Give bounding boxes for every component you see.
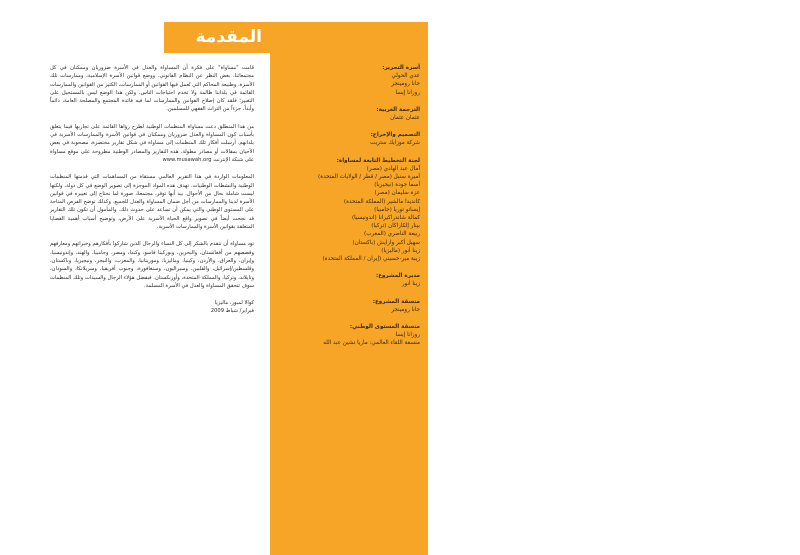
credits-section [276,131,420,147]
paragraph-3: المعلومات الواردة في هذا التقرير العالمي مستقاة من المساهمات التي قدمتها المنظمات الوطنية والنشطات الوطنيات. تهدف هذه المواد الموجزة إلى تصوير الوضع في كل دولة، ولكنها ليست شاملة بحال من الأحوال. بيد أنها توفر، مجتمعةً، صورة لما نحتاج إلى تغييره في قوانين الأسرة لدينا والممارسات من أجل ضمان المساواة والعدل للجميع. وكذلك توضح الفرص المتاحة على المستوى الوطني والتي يمكن أن تساعد على حدوث ذلك. والمأمول أن تكون تلك التقارير قد نجحت أيضاً في تصوير واقع الحياة الأسرية على الأرض، وتوضيح أسباب أهمية القضايا المتعلقة بقوانين الأسرة والممارسات الأسرية. [50,174,254,231]
credits-name: جانا رومينجر [391,81,420,88]
credits-name: آمال عبد الهادي (مصر) [366,165,420,172]
credits-heading: مديرة المشروع: [376,273,420,280]
credits-name: بينار إلكاراكان (تركيا) [371,223,420,230]
credits-name: عدي الحولي [391,73,420,80]
credits-section [276,157,420,264]
credits-heading: منسقة المستوى الوطني: [349,324,420,331]
page-title: المقدمة [195,27,262,47]
credits-section [276,272,420,288]
credits-name: سهيل أكبر وارايش (باكستان) [352,239,420,246]
credits-name: أسما جودة (نيجيريا) [374,182,420,189]
credits-section [276,106,420,122]
credits-name: أميرة سنبل (مصر / قطر / الولايات المتحدة) [318,174,420,181]
credits-heading: أسرة التحرير: [382,65,420,71]
credits-name: شركة موزايك ستريت [370,140,420,147]
credits-list [276,64,420,357]
credits-name: روزانا إيسا [395,332,420,339]
credits-name: زيبة مير-حسيني (إيران / المملكة المتحدة) [322,256,420,263]
credits-name: إيساتو توريا (جامبيا) [374,206,420,213]
credits-heading: لجنة التخطيط التابعة لمساواة: [336,157,420,164]
credits-heading: التصميم والإخراج: [370,132,420,139]
introduction-body [50,64,254,316]
paragraph-2: من هذا المنطلق دعت مساواة المنظمات الوطنية لطرح رؤاها القائمة على تجاربها فيما يتعلق بأسباب كون المساواة والعدل ضروريان وممكنان في قوانين الأسرة والممارسات الأسرية في بلدانهم. أرسلت أفكار تلك المنظمات إلى مساواة في شكل تقارير مختصرة، مصحوبة في بعض الأحيان بمقالات أو مصادر مطولة. هذه التقارير والمصادر الوطنية مطروحة على موقع مساواة على شبكة الإنترنت www.musawah.org [50,123,254,163]
credits-name: عثمان عثمان [390,115,420,122]
credits-name: عزة سليمان (مصر) [374,190,420,197]
credits-heading: الترجمة العربية: [376,106,420,113]
credits-heading: منسقة المشروع: [372,298,420,305]
credits-name: زينا أنور [401,281,420,288]
credits-name: كانديدا مالشير (المملكة المتحدة) [343,198,420,205]
signature-location: كوالا لمبور، ماليزيا [214,300,254,307]
credits-name: زينا أنور (ماليزيا) [381,247,420,254]
paragraph-1: قامت "مساواة" على فكرة أن المساواة والعدل في الأسرة ضروريان وممكنان في كل مجتمعاتنا، بغض النظر عن النظام القانوني. ووضع قوانين الأسرة الإسلامية، وممارسات تلك الأسرة، وطبيعة المحاكم التي تُعمل فيها القوانين أو الممارسات، الكثير من القوانين والممارسات القائمة في بلداننا ظالمة ولا تخدم احتياجات الناس. ولكن هذا الوضع ليس بالمستحيل على التغيير؛ فلقد كان إصلاح القوانين والممارسات لما فيه فائدة المجتمع والمصلحة العامة، دائماً وأبداً، جزءاً من التراث الفقهي للمسلمين. [50,65,254,113]
credits-name: روزانا إيسا [395,89,420,96]
credits-name: ربيعة الناصري (المغرب) [364,231,420,238]
credits-section [276,64,420,97]
signature-date: فبراير/ شباط 2009 [210,308,254,315]
paragraph-4: تود مساواة أن تتقدم بالشكر إلى كل النساء والرجال الذين شاركوا بأفكارهم وخبراتهم ومعارفهم وقصصهم من أفغانستان، والبحرين، وبوركينا فاسو، وكندا، ومصر، وجامبيا، والهند، وإندونيسيا، وإيران، والعراق، والأردن، وكينيا، وماليزيا، وموريتانيا، والمغرب، والنيجر، ونيجيريا، وباكستان، وفلسطين/إسرائيل، والفلبين، وسيراليون، وسنغافورة، وجنوب أفريقيا، وسريلانكا، والسودان، وتايلاند، وتركيا، والمملكة المتحدة، وأوزبكستان. فبفضل هؤلاء الرجال والسيدات وتلك المنظمات سوف تتحقق المساواة والعدل في الأسرة المسلمة. [50,241,254,289]
credits-section [276,323,420,348]
credits-section [276,298,420,314]
signature [50,299,254,316]
credits-name: منسقة اللقاء العالمي: ماريا تشين عبد الله [323,340,420,347]
credits-name: كمالة شاندراكيرانا (اندونيسيا) [352,215,420,222]
credits-name: جانا رومينجر [391,306,420,313]
